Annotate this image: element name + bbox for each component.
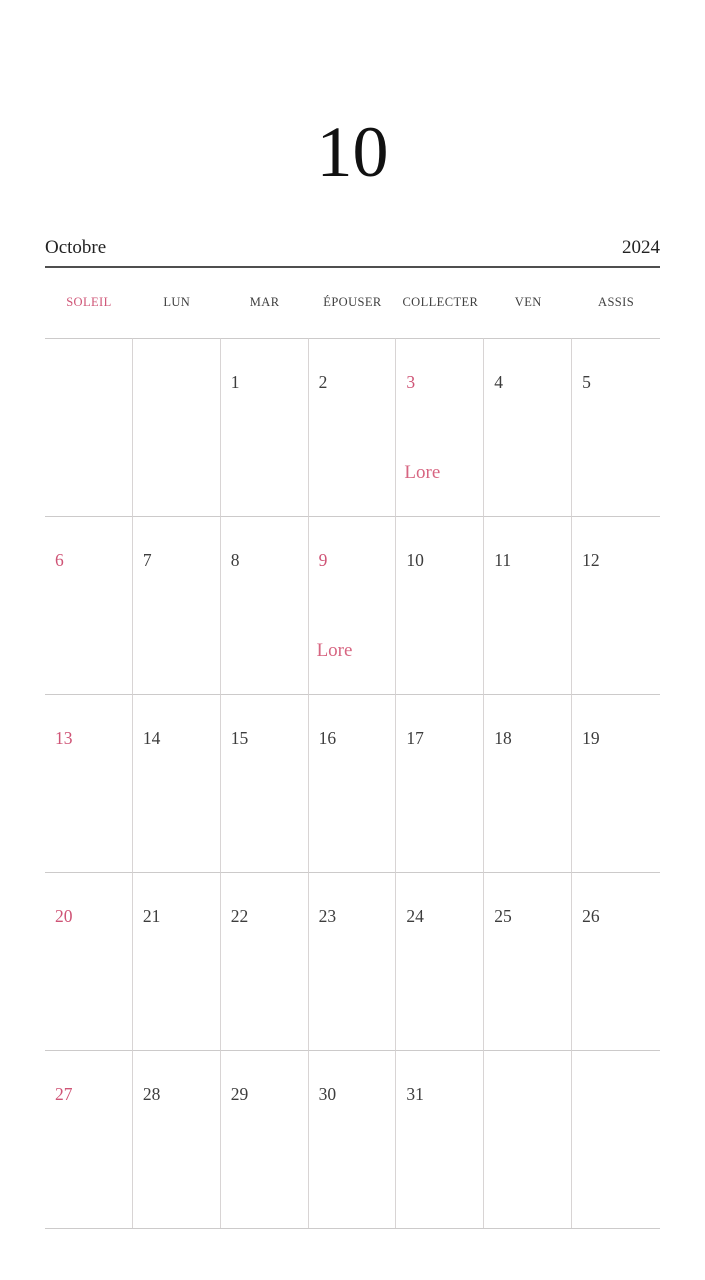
day-cell <box>484 338 572 516</box>
day-cell <box>396 1050 484 1228</box>
weekday-header <box>45 295 660 310</box>
day-cell <box>309 694 397 872</box>
day-number: 5 <box>582 372 591 392</box>
weekday-label-2: MAR <box>249 295 280 309</box>
day-number: 24 <box>406 906 424 926</box>
day-cell <box>484 872 572 1050</box>
weekday-label-0: SOLEIL <box>66 295 112 309</box>
day-cell <box>45 516 133 694</box>
day-number: 12 <box>582 550 600 570</box>
day-number: 27 <box>55 1084 73 1104</box>
day-number: 29 <box>230 1084 249 1104</box>
day-cell <box>221 694 309 872</box>
day-cell <box>484 694 572 872</box>
day-number: 23 <box>318 906 337 926</box>
month-year-row <box>45 237 660 259</box>
day-number: 21 <box>142 906 161 926</box>
year-label: 2024 <box>622 237 660 258</box>
day-cell <box>221 338 309 516</box>
day-number: 31 <box>406 1084 424 1104</box>
day-cell <box>396 338 484 516</box>
day-number: 9 <box>318 550 328 570</box>
day-number: 20 <box>55 906 73 926</box>
day-cell <box>309 338 397 516</box>
day-cell <box>309 516 397 694</box>
day-cell <box>133 338 221 516</box>
day-cell <box>309 1050 397 1228</box>
event-label: Lore <box>404 462 441 483</box>
day-cell <box>396 694 484 872</box>
day-cell <box>484 516 572 694</box>
month-number: 10 <box>316 112 389 192</box>
day-cell <box>572 338 660 516</box>
day-cell <box>396 872 484 1050</box>
day-number: 13 <box>55 728 73 748</box>
weekday-label-3: ÉPOUSER <box>323 295 382 309</box>
weekday-label-6: ASSIS <box>598 295 635 309</box>
day-cell <box>572 1050 660 1228</box>
calendar-grid <box>45 338 660 1229</box>
day-number: 4 <box>494 372 504 392</box>
day-number: 26 <box>582 906 600 926</box>
day-number: 18 <box>494 728 512 748</box>
weekday-label-5: VEN <box>514 295 542 309</box>
day-cell <box>133 694 221 872</box>
day-cell <box>133 872 221 1050</box>
weekday-label-1: LUN <box>163 295 191 309</box>
day-cell <box>45 872 133 1050</box>
day-cell <box>396 516 484 694</box>
day-number: 7 <box>142 550 152 570</box>
day-cell <box>221 1050 309 1228</box>
day-number: 10 <box>406 550 424 570</box>
day-number: 22 <box>230 906 249 926</box>
day-cell <box>45 338 133 516</box>
day-number: 14 <box>142 728 161 748</box>
day-number: 2 <box>318 372 328 392</box>
day-number: 30 <box>318 1084 337 1104</box>
day-number: 28 <box>142 1084 161 1104</box>
day-cell <box>45 694 133 872</box>
day-cell <box>221 872 309 1050</box>
day-number: 3 <box>406 372 416 392</box>
day-number: 1 <box>230 372 240 392</box>
day-cell <box>221 516 309 694</box>
day-number: 11 <box>494 550 512 570</box>
day-cell <box>133 516 221 694</box>
day-cell <box>309 872 397 1050</box>
day-cell <box>45 1050 133 1228</box>
day-number: 17 <box>406 728 424 748</box>
day-cell <box>572 872 660 1050</box>
day-number: 6 <box>55 550 64 570</box>
day-cell <box>572 694 660 872</box>
day-number: 8 <box>230 550 240 570</box>
day-cell <box>484 1050 572 1228</box>
event-label: Lore <box>316 640 353 661</box>
day-number: 19 <box>582 728 600 748</box>
month-name: Octobre <box>45 237 107 258</box>
day-cell <box>133 1050 221 1228</box>
day-number: 16 <box>318 728 337 748</box>
day-number: 25 <box>494 906 512 926</box>
day-cell <box>572 516 660 694</box>
header-divider <box>45 266 660 268</box>
weekday-label-4: COLLECTER <box>402 295 479 309</box>
day-number: 15 <box>230 728 249 748</box>
